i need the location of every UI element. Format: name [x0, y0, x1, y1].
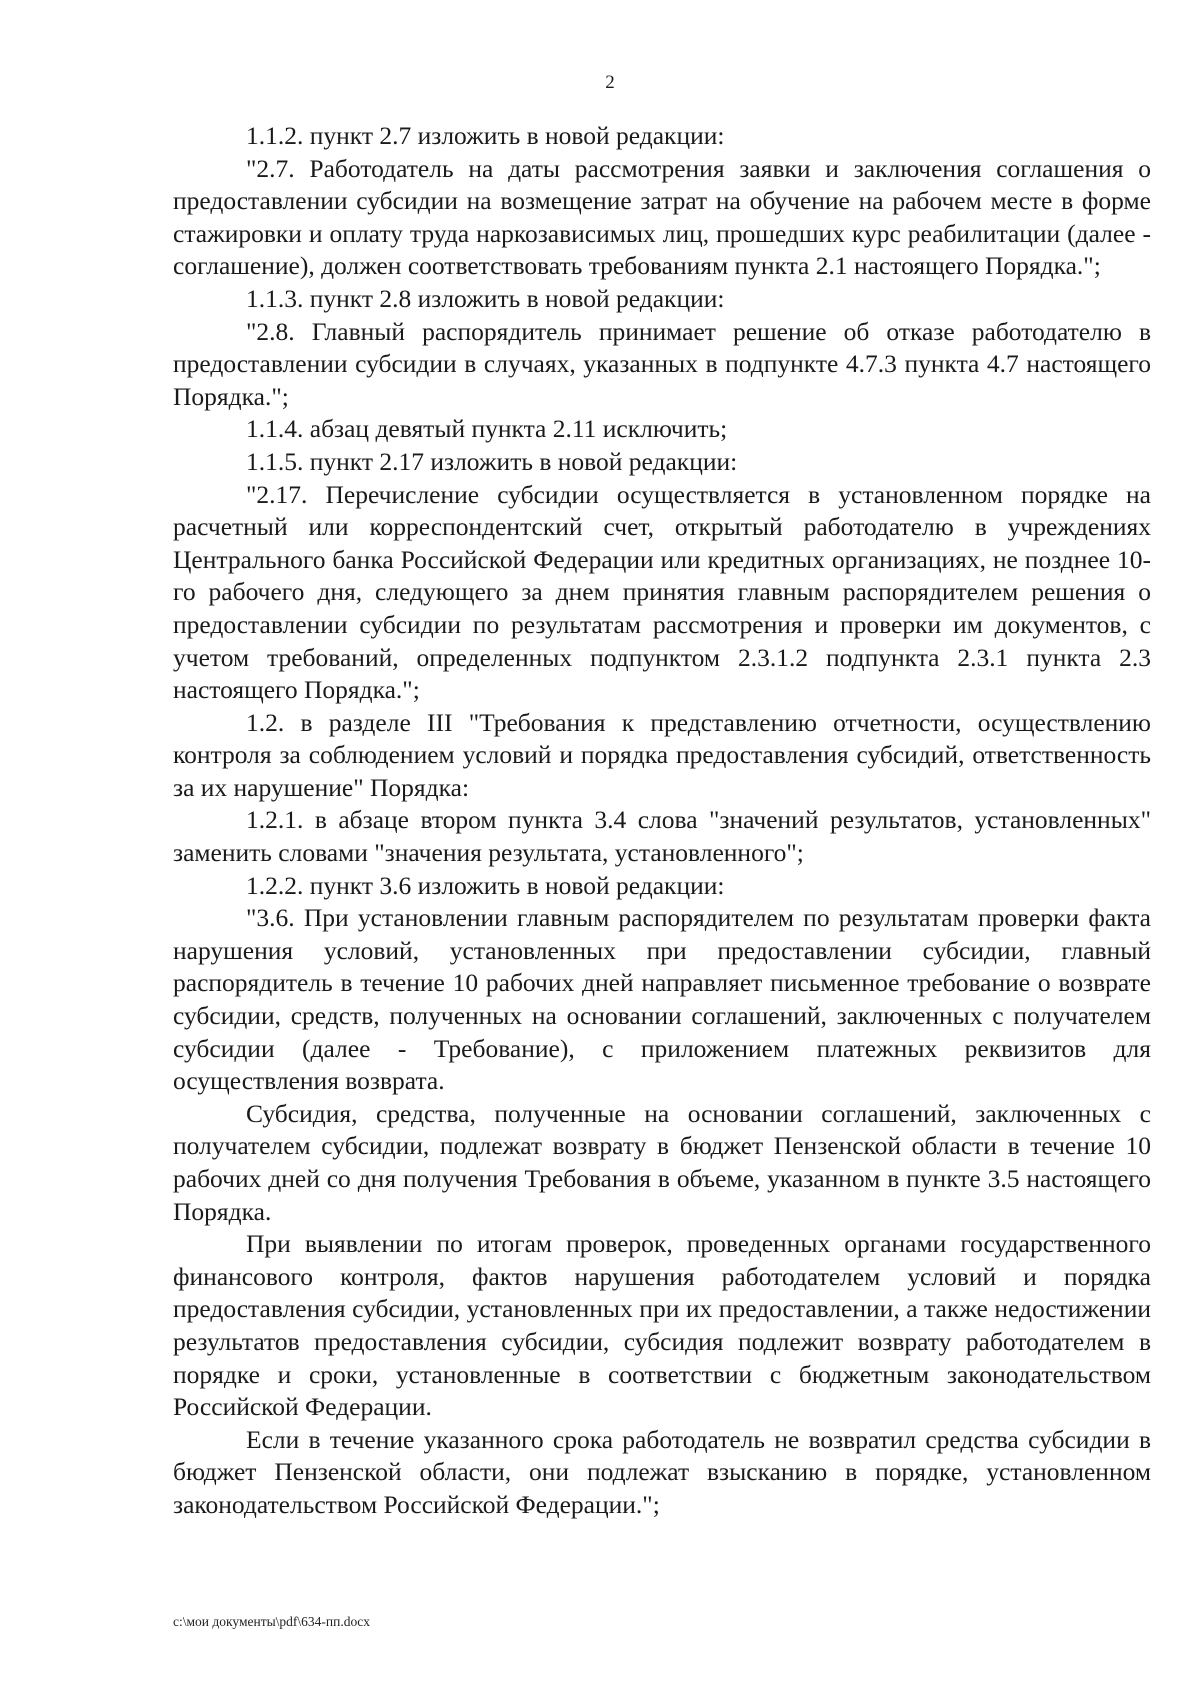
paragraph-1-1-2: 1.1.2. пункт 2.7 изложить в новой редакции:: [246, 121, 725, 150]
paragraph-3-6-text: "3.6. При установлении главным распорядителем по результатам проверки факта нарушения условий, установленных при предоставлении субсидии, главный распорядитель в течение 10 рабочих дней направляет письменное требование о возврате субсидии, средств, полученных на основании соглашений, заключенных с получателем субсидии (далее - Требование), с приложением платежных реквизитов для осуществления возврата.: [173, 903, 1151, 1096]
paragraph-1-2: 1.2. в разделе III "Требования к представлению отчетности, осуществлению контроля за соблюдением условий и порядка предоставления субсидий, ответственность за их нарушение" Порядка:: [173, 707, 1151, 802]
document-body: [173, 120, 1151, 1522]
paragraph-1-1-3: 1.1.3. пункт 2.8 изложить в новой редакции:: [246, 283, 725, 313]
paragraph-2-8-text: "2.8. Главный распорядитель принимает решение об отказе работодателю в предоставлении субсидии в случаях, указанных в подпункте 4.7.3 пункта 4.7 настоящего Порядка.";: [173, 316, 1151, 411]
paragraph-recovery: Если в течение указанного срока работодатель не возвратил средства субсидии в бюджет Пензенской области, они подлежат взысканию в порядке, установленном законодательством Российской Федерации.";: [173, 1424, 1151, 1519]
paragraph-1-2-1: 1.2.1. в абзаце втором пункта 3.4 слова "значений результатов, установленных" заменить словами "значения результата, установленного";: [173, 805, 1151, 868]
paragraph-subsidy-return: Субсидия, средства, полученные на основании соглашений, заключенных с получателем субсидии, подлежат возврату в бюджет Пензенской области в течение 10 рабочих дней со дня получения Требования в объеме, указанном в пункте 3.5 настоящего Порядка.: [173, 1098, 1151, 1226]
paragraph-2-17-text: "2.17. Перечисление субсидии осуществляется в установленном порядке на расчетный или корреспондентский счет, открытый работодателю в учреждениях Центрального банка Российской Федерации или кредитных организациях, не позднее 10-го рабочего дня, следующего за днем принятия главным распорядителем решения о предоставлении субсидии по результатам рассмотрения и проверки им документов, с учетом требований, определенных подпунктом 2.3.1.2 подпункта 2.3.1 пункта 2.3 настоящего Порядка.";: [173, 479, 1151, 705]
paragraph-1-1-4: 1.1.4. абзац девятый пункта 2.11 исключить;: [246, 414, 728, 444]
paragraph-financial-control: При выявлении по итогам проверок, проведенных органами государственного финансового контроля, фактов нарушения работодателем условий и порядка предоставления субсидии, установленных при их предоставлении, а также недостижении результатов предоставления субсидии, субсидия подлежит возврату работодателем в порядке и сроки, установленные в соответствии с бюджетным законодательством Российской Федерации.: [173, 1229, 1151, 1422]
paragraph-2-7-text: "2.7. Работодатель на даты рассмотрения заявки и заключения соглашения о предоставлении субсидии на возмещение затрат на обучение на рабочем месте в форме стажировки и оплату труда наркозависимых лиц, прошедших курс реабилитации (далее - соглашение), должен соответствовать требованиям пункта 2.1 настоящего Порядка.";: [173, 153, 1151, 281]
paragraph-1-1-5: 1.1.5. пункт 2.17 изложить в новой редакции:: [246, 446, 738, 476]
page-number: 2: [605, 72, 615, 93]
paragraph-1-2-2: 1.2.2. пункт 3.6 изложить в новой редакции:: [246, 870, 725, 900]
footer-file-path: c:\мои документы\pdf\634-пп.docx: [173, 1614, 370, 1629]
